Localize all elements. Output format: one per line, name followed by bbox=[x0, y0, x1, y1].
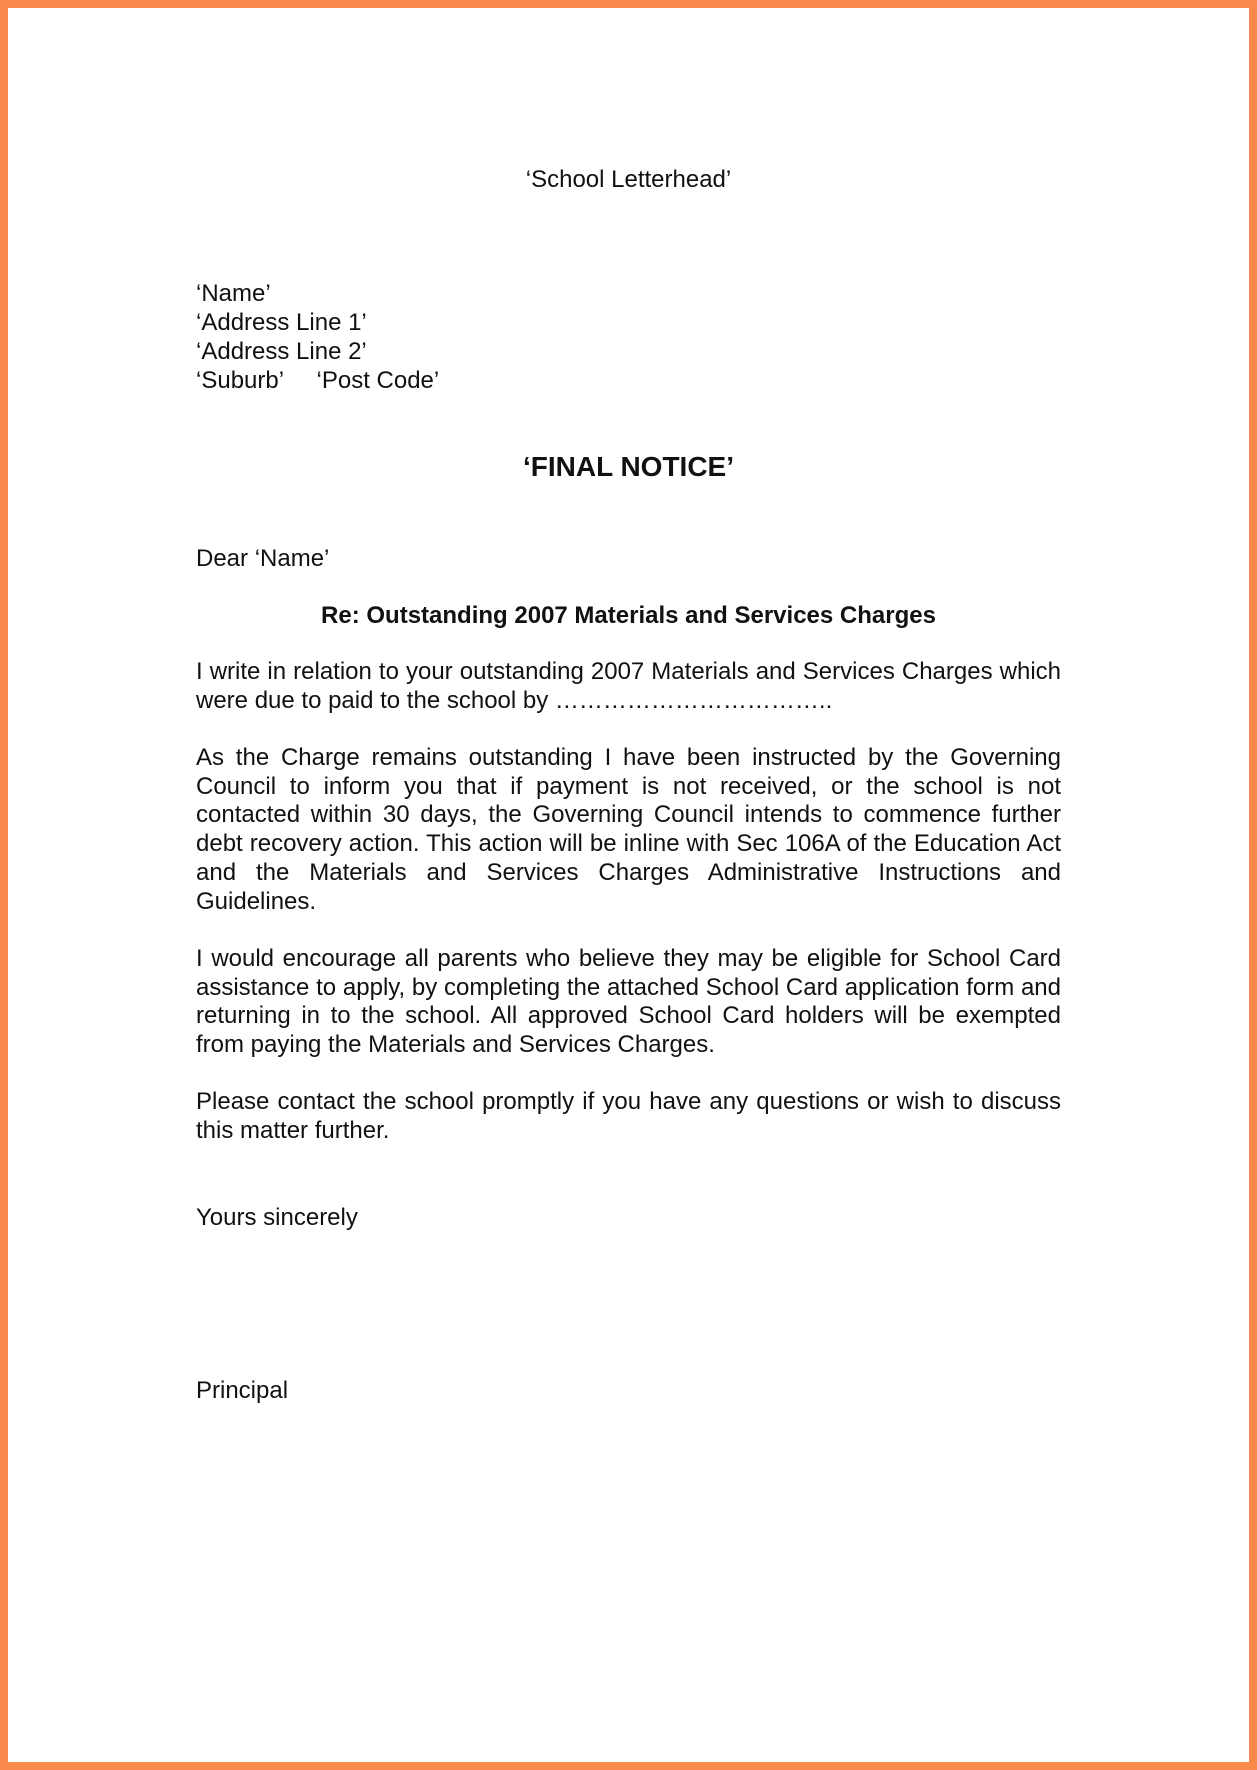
address-line-2: ‘Address Line 2’ bbox=[196, 338, 367, 365]
final-notice-title: ‘FINAL NOTICE’ bbox=[522, 451, 735, 482]
closing: Yours sincerely bbox=[196, 1204, 358, 1231]
recipient-name: ‘Name’ bbox=[196, 280, 271, 307]
subject-line: Re: Outstanding 2007 Materials and Services Charges bbox=[321, 602, 936, 629]
salutation: Dear ‘Name’ bbox=[196, 545, 330, 572]
signatory-title: Principal bbox=[196, 1377, 289, 1404]
body-paragraph-3: I would encourage all parents who believe they may be eligible for School Card assistance to apply, by completing the attached School Card application form and returning in to the school. All approved School Card holders will be exempted from paying the Materials and Services Charges. bbox=[196, 945, 1061, 1059]
suburb-post-code: ‘Suburb’ ‘Post Code’ bbox=[196, 367, 440, 394]
body-paragraph-2: As the Charge remains outstanding I have been instructed by the Governing Council to inform you that if payment is not received, or the school is not contacted within 30 days, the Governing Council intends to commence further debt recovery action. This action will be inline with Sec 106A of the Education Act and the Materials and Services Charges Administrative Instructions and Guidelines. bbox=[196, 744, 1061, 915]
recipient-address bbox=[196, 279, 439, 395]
address-line-1: ‘Address Line 1’ bbox=[196, 309, 367, 336]
school-letterhead: ‘School Letterhead’ bbox=[525, 166, 732, 193]
body-paragraph-1: I write in relation to your outstanding 2007 Materials and Services Charges which were due to paid to the school by …………………………….. bbox=[196, 658, 1061, 714]
body-paragraph-4: Please contact the school promptly if you have any questions or wish to discuss this matter further. bbox=[196, 1088, 1061, 1144]
